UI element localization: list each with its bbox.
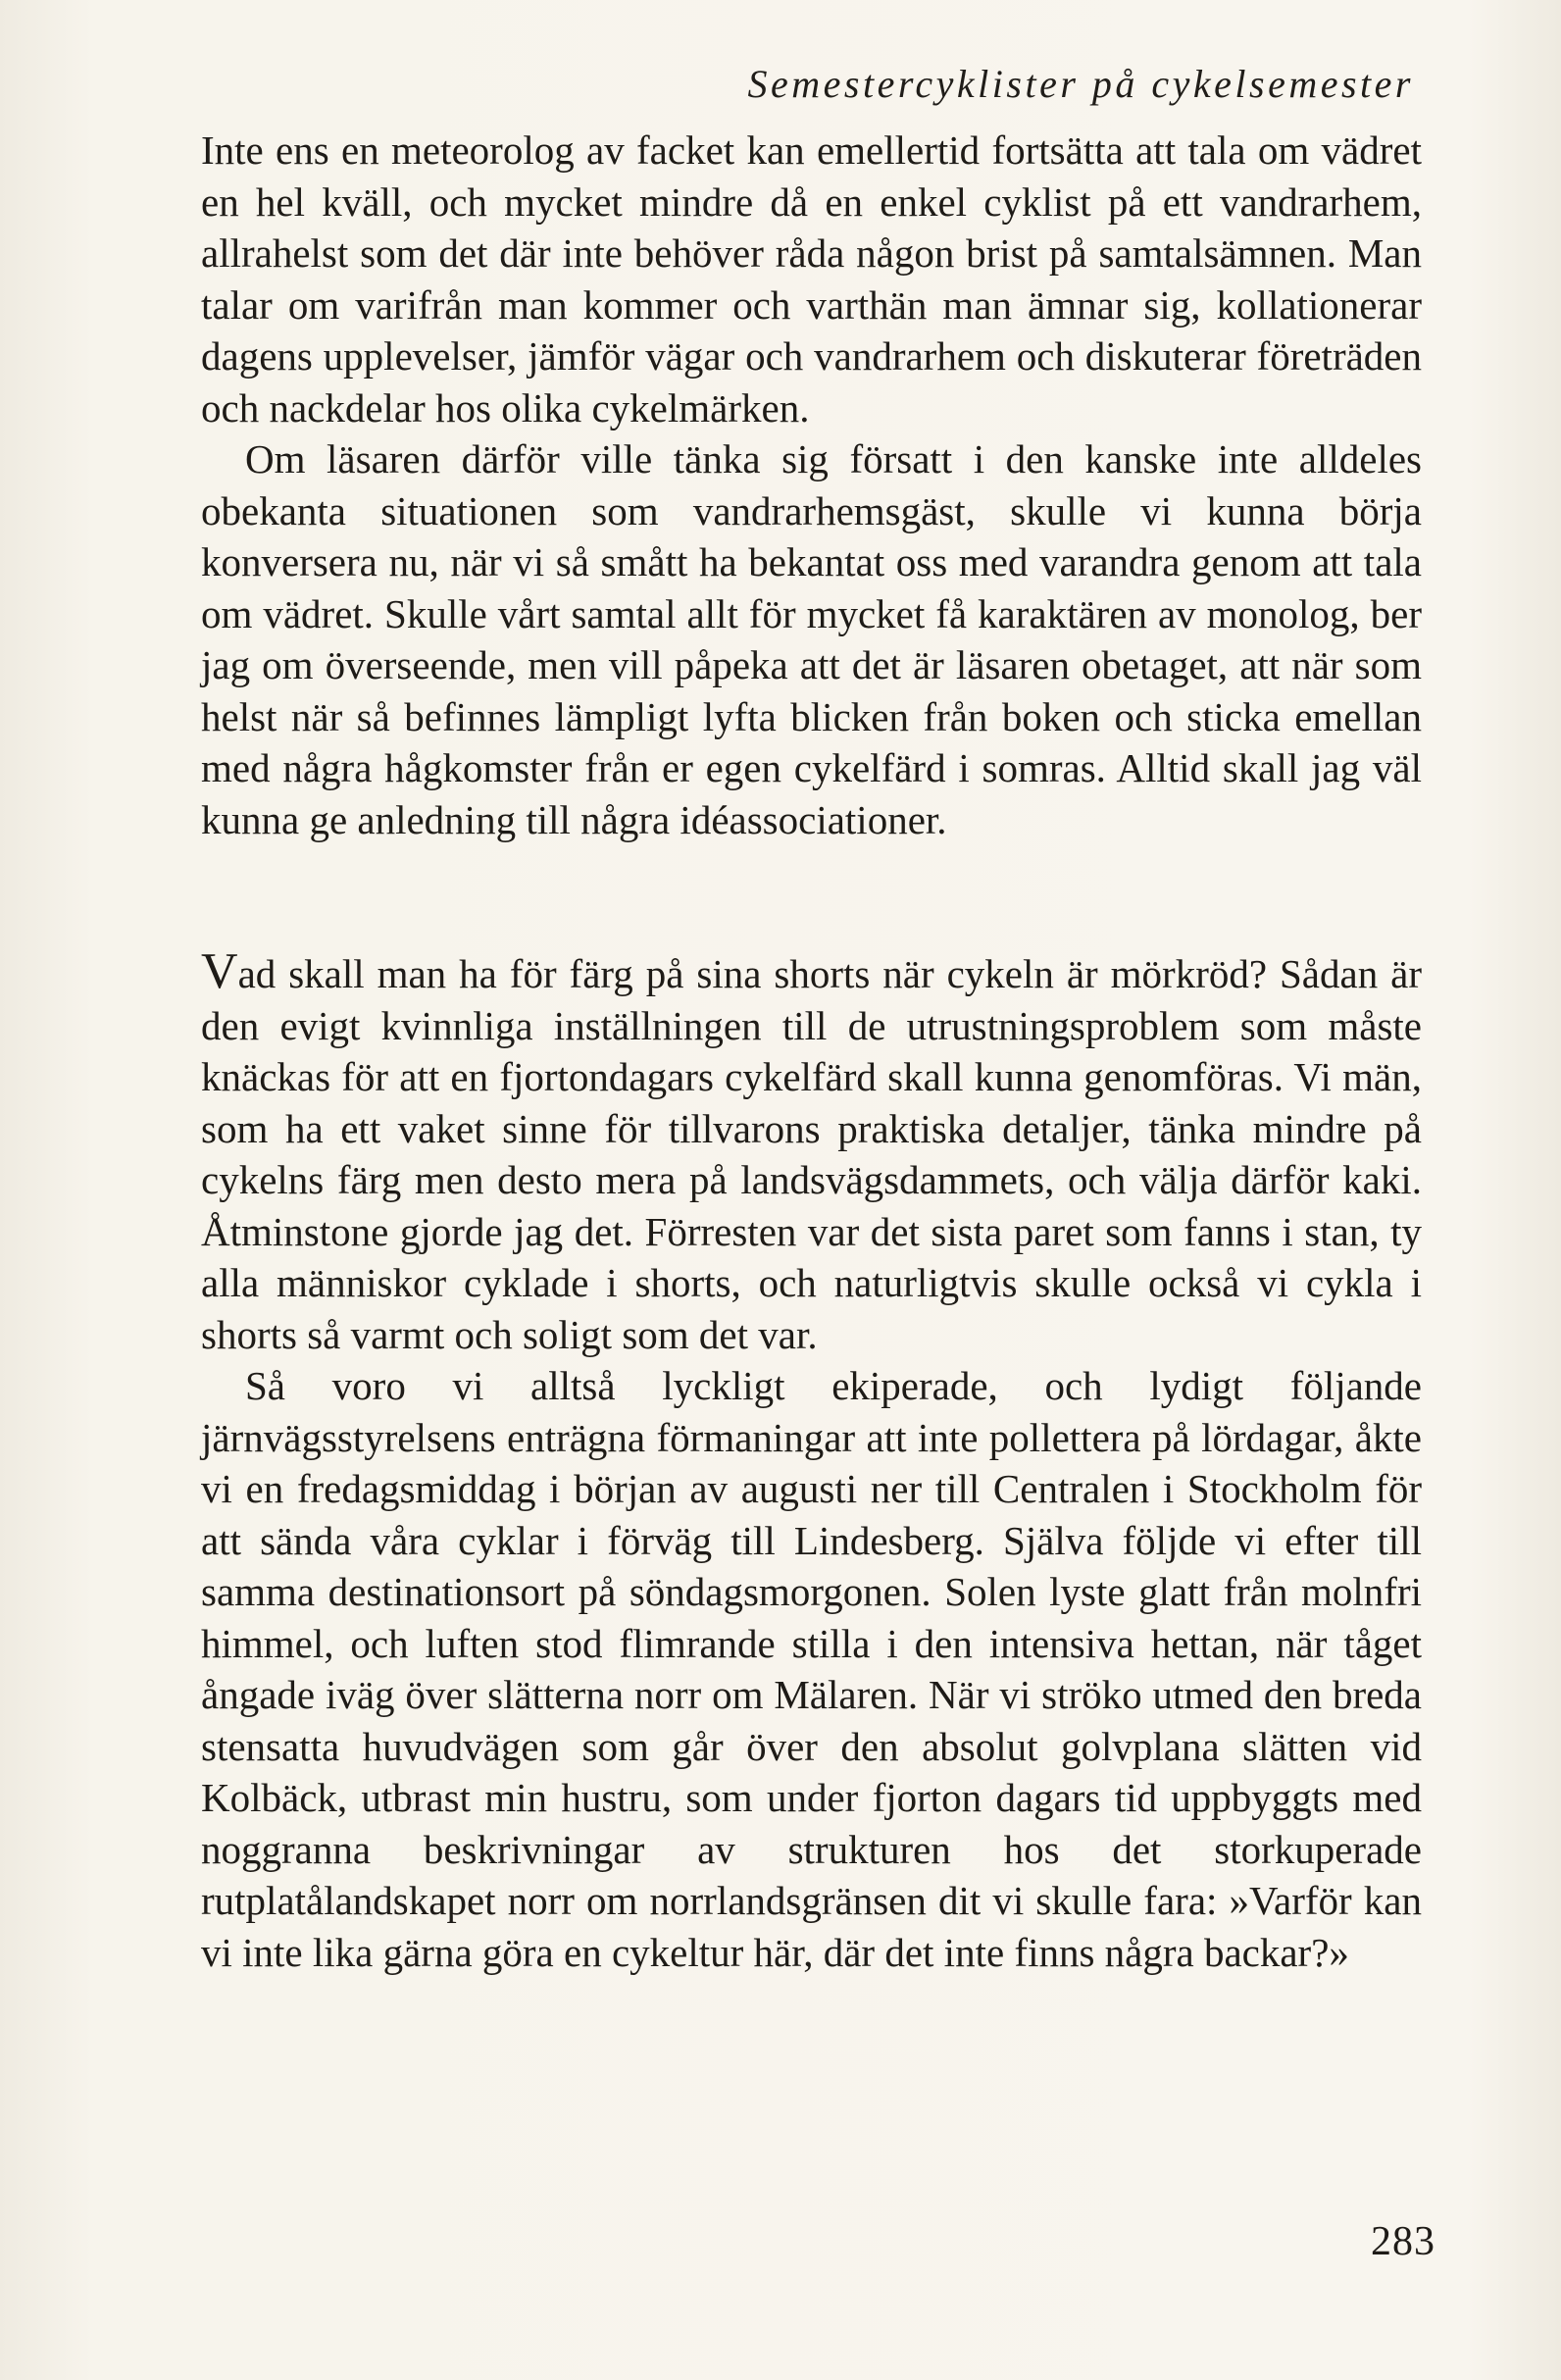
section-2-paragraph-2: Så voro vi alltså lyckligt ekiperade, och lydigt följande järnvägsstyrelsens enträgna förmaningar att inte pollettera på lördagar, åkte vi en fredagsmiddag i början av augusti ner till Centralen i Stockholm för att sända våra cyklar i förväg till Lindesberg. Själva följde vi efter till samma destinationsort på söndagsmorgonen. Solen lyste glatt från molnfri himmel, och luften stod flimrande stilla i den intensiva hettan, när tåget ångade iväg över slätterna norr om Mälaren. När vi ströko utmed den breda stensatta huvudvägen som går över den absolut golvplana slätten vid Kolbäck, utbrast min hustru, som under fjorton dagars tid uppbyggts med noggranna beskrivningar av strukturen hos det storkuperade rutplatålandskapet norr om norrlandsgränsen dit vi skulle fara: »Varför kan vi inte lika gärna göra en cykeltur här, där det inte finns några backar?» [201,1363,1422,1975]
paragraph-2: Om läsaren därför ville tänka sig försatt i den kanske inte alldeles obekanta situationen som vandrarhemsgäst, skulle vi kunna börja konversera nu, när vi så smått ha bekantat oss med varandra genom att tala om vädret. Skulle vårt samtal allt för mycket få karaktären av monolog, ber jag om överseende, men vill påpeka att det är läsaren obetaget, att när som helst när så befinnes lämpligt lyfta blicken från boken och sticka emellan med några hågkomster från er egen cykelfärd i somras. Alltid skall jag väl kunna ge anledning till några idéassociationer. [201,436,1422,842]
drop-initial: V [201,943,238,999]
text-block [201,125,1422,1978]
running-head: Semestercyklister på cykelsemester [747,62,1414,106]
paragraph-1: Inte ens en meteorolog av facket kan emellertid fortsätta att tala om vädret en hel kväll, och mycket mindre då en enkel cyklist på ett vandrarhem, allrahelst som det där inte behöver råda någon brist på samtalsämnen. Man talar om varifrån man kommer och varthän man ämnar sig, kollationerar dagens upplevelser, jämför vägar och vandrarhem och diskuterar företräden och nackdelar hos olika cykelmärken. [201,127,1422,430]
section-2-paragraph-1 [201,943,1422,1360]
section-2-paragraph-1-text: ad skall man ha för färg på sina shorts när cykeln är mörkröd? Sådan är den evigt kvinnliga inställningen till de utrustningsproblem som måste knäckas för att en fjortondagars cykelfärd skall kunna genomföras. Vi män, som ha ett vaket sinne för tillvarons praktiska detaljer, tänka mindre på cykelns färg men desto mera på landsvägsdammets, och välja därför kaki. Åtminstone gjorde jag det. Förresten var det sista paret som fanns i stan, ty alla människor cyklade i shorts, och naturligtvis skulle också vi cykla i shorts så varmt och soligt som det var. [201,951,1422,1357]
page-number: 283 [1371,2219,1435,2264]
